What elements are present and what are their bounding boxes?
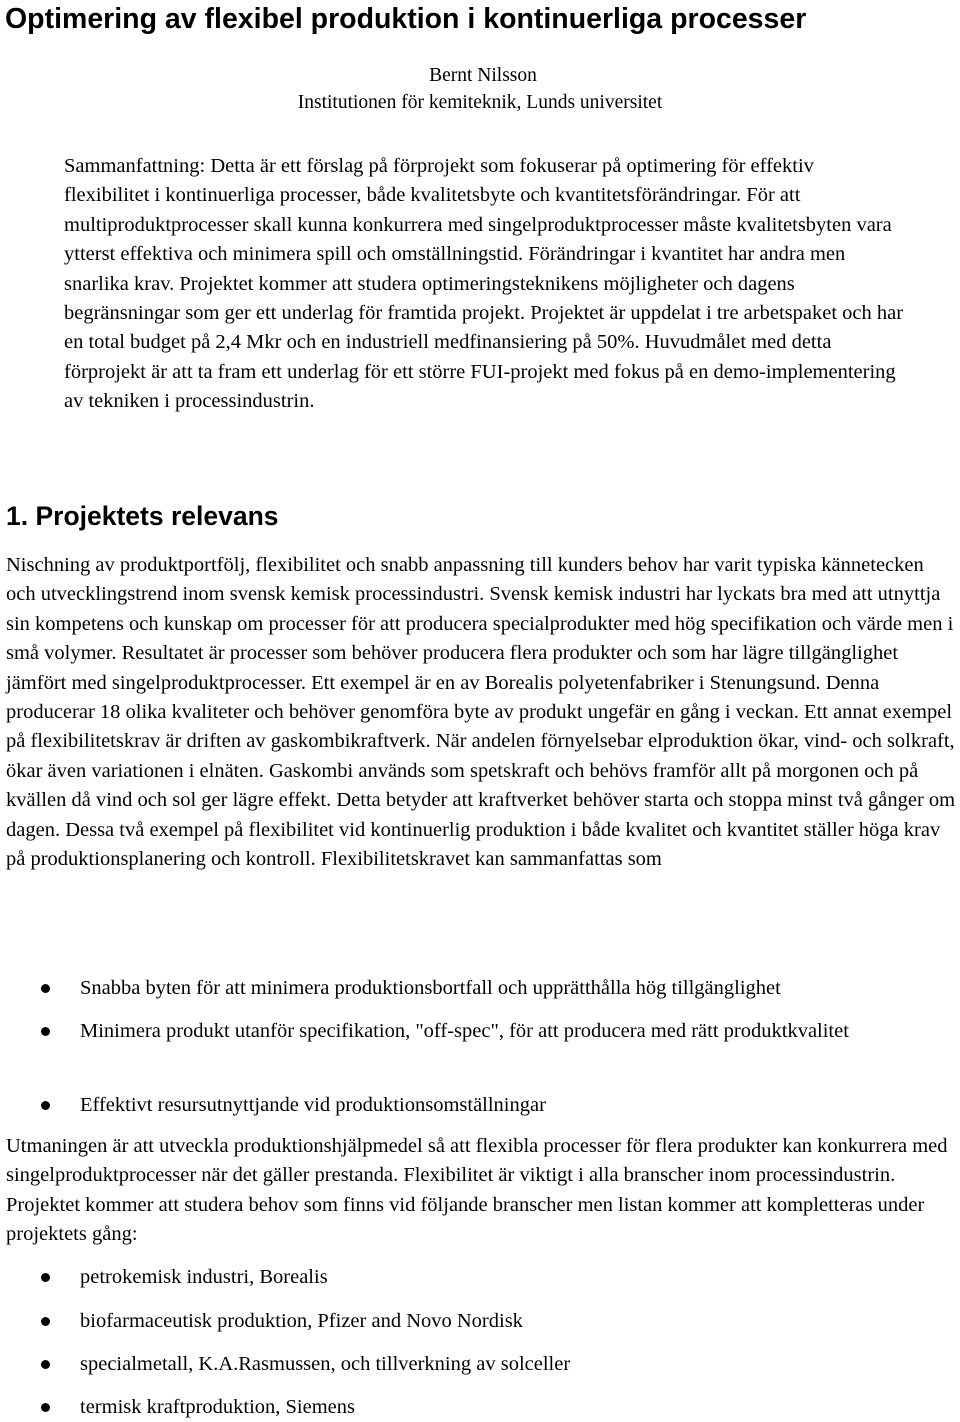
bullet-icon [41, 1360, 50, 1369]
bullet-icon [41, 1273, 50, 1282]
author-name: Bernt Nilsson [429, 65, 537, 86]
bullet-icon [41, 1317, 50, 1326]
abstract: Sammanfattning: Detta är ett förslag på förprojekt som fokuserar på optimering för effektiv flexibilitet i kontinuerliga processer, både kvalitetsbyte och kvantitetsförändringar. För att multiproduktprocesser skall kunna konkurrera med singelproduktprocesser måste kvalitetsbyten vara ytterst effektiva och minimera spill och omställningstid. Förändringar i kvantitet har andra men snarlika krav. Projektet kommer att studera optimeringsteknikens möjligheter och dagens begränsningar som ger ett underlag för framtida projekt. Projektet är uppdelat i tre arbetspaket och har en total budget på 2,4 Mkr och en industriell medfinansiering på 50%. Huvudmålet med detta förprojekt är att ta fram ett underlag för ett större FUI-projekt med fokus på en demo-implementering av tekniken i processindustrin. [64, 155, 904, 413]
bullet-icon [41, 984, 50, 993]
list-item-text: specialmetall, K.A.Rasmussen, och tillverkning av solceller [80, 1353, 571, 1375]
document-title: Optimering av flexibel produktion i kontinuerliga processer [5, 3, 807, 35]
list-item-text: petrokemisk industri, Borealis [80, 1266, 328, 1288]
bullet-icon [41, 1027, 50, 1036]
list-item-text: biofarmaceutisk produktion, Pfizer and Novo Nordisk [80, 1310, 523, 1332]
bullet-icon [41, 1101, 50, 1110]
author-block [0, 62, 960, 116]
list-item-text: termisk kraftproduktion, Siemens [80, 1396, 355, 1418]
list-item-text: Snabba byten för att minimera produktionsbortfall och upprätthålla hög tillgänglighet [80, 977, 781, 999]
author-affiliation: Institutionen för kemiteknik, Lunds universitet [297, 92, 663, 113]
section-heading: 1. Projektets relevans [6, 501, 279, 531]
list-item-text: Effektivt resursutnyttjande vid produktionsomställningar [80, 1094, 546, 1116]
section-paragraph: Utmaningen är att utveckla produktionshjälpmedel så att flexibla processer för flera produkter kan konkurrera med singelproduktprocesser när det gäller prestanda. Flexibilitet är viktigt i alla branscher inom processindustrin. Projektet kommer att studera behov som finns vid följande branscher men listan kommer att kompletteras under projektets gång: [6, 1135, 948, 1246]
section-paragraph: Nischning av produktportfölj, flexibilitet och snabb anpassning till kunders behov har varit typiska kännetecken och utvecklingstrend inom svensk kemisk processindustri. Svensk kemisk industri har lyckats bra med att utnyttja sin kompetens och kunskap om processer för att producera specialprodukter med hög specifikation och värde men i små volymer. Resultatet är processer som behöver producera flera produkter och som har lägre tillgänglighet jämfört med singelproduktprocesser. Ett exempel är en av Borealis polyetenfabriker i Stenungsund. Denna producerar 18 olika kvaliteter och behöver genomföra byte av produkt ungefär en gång i veckan. Ett annat exempel på flexibilitetskrav är driften av gaskombikraftverk. När andelen förnyelsebar elproduktion ökar, vind- och solkraft, ökar även variationen i elnäten. Gaskombi används som spetskraft och behövs framför allt på morgonen och på kvällen då vind och sol ger lägre effekt. Detta betyder att kraftverket behöver starta och stoppa minst två gånger om dagen. Dessa två exempel på flexibilitet vid kontinuerlig produktion i både kvalitet och kvantitet ställer höga krav på produktionsplanering och kontroll. Flexibilitetskravet kan sammanfattas som [6, 554, 956, 871]
bullet-icon [41, 1403, 50, 1412]
list-item-text: Minimera produkt utanför specifikation, "off-spec", för att producera med rätt produktkvalitet [80, 1020, 849, 1042]
